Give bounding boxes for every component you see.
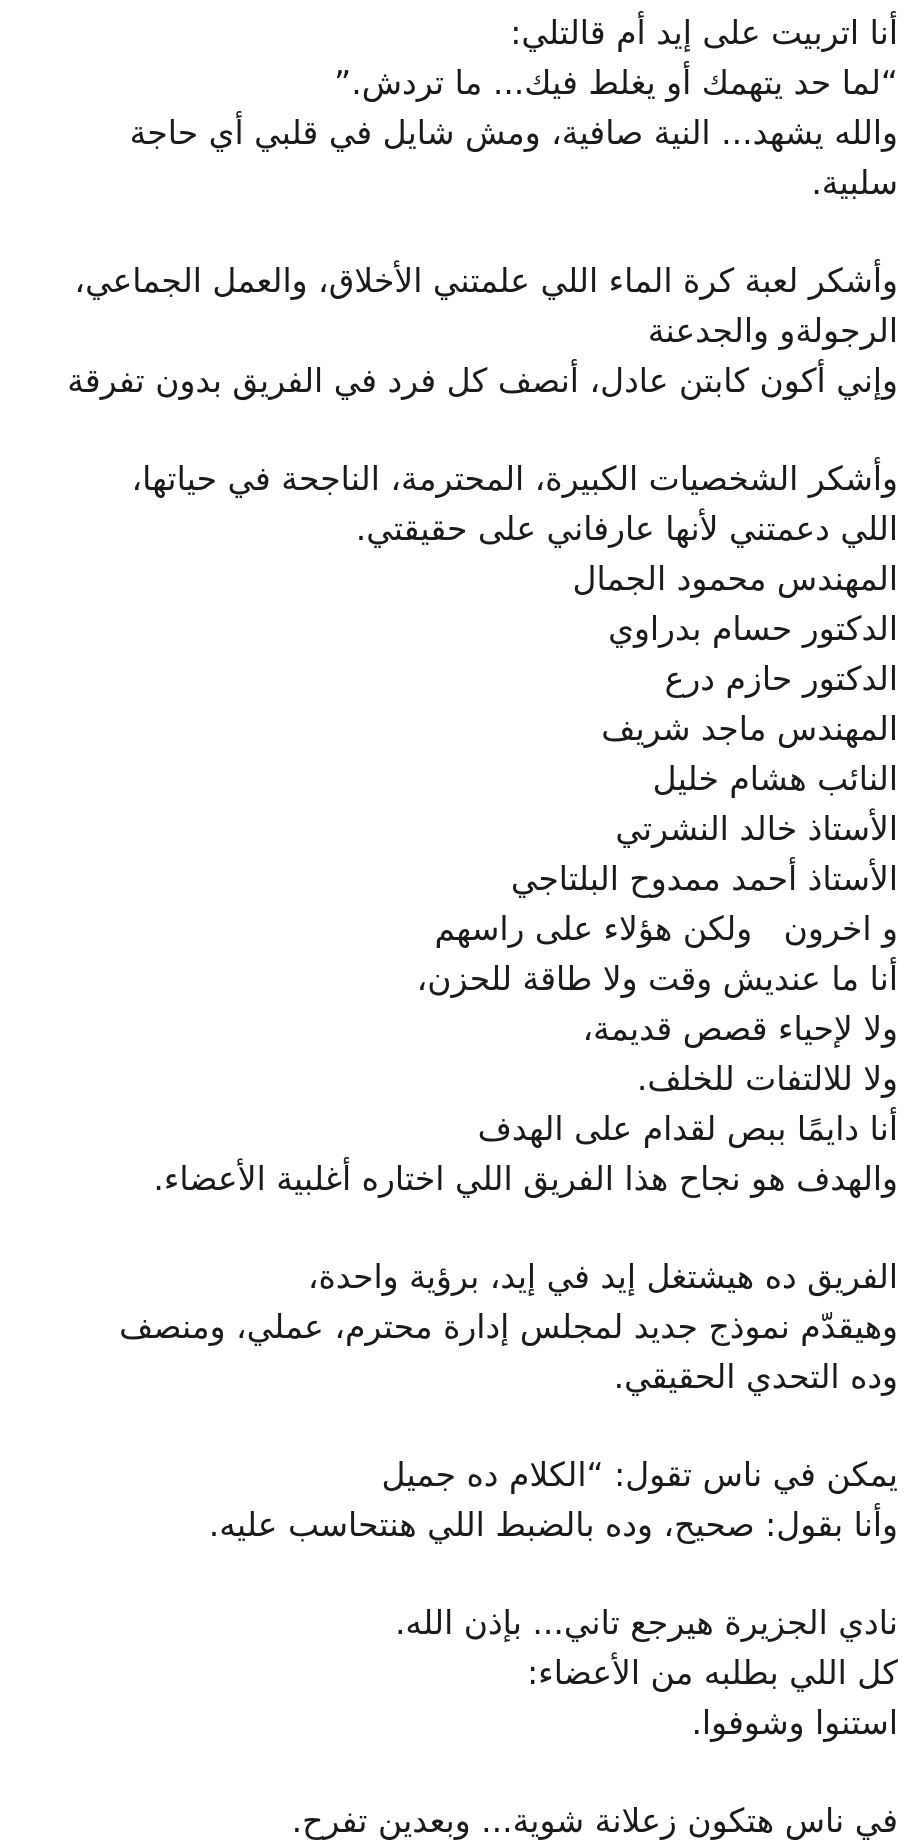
text-line: والهدف هو نجاح هذا الفريق اللي اختاره أغلبية الأعضاء. — [153, 1159, 898, 1198]
paragraph — [40, 1450, 898, 1550]
text-line: وأشكر لعبة كرة الماء اللي علمتني الأخلاق، والعمل الجماعي، — [74, 261, 898, 300]
text-line: ولا للالتفات للخلف. — [636, 1059, 898, 1098]
text-line: الفريق ده هيشتغل إيد في إيد، برؤية واحدة، — [307, 1257, 898, 1296]
text-line: أنا ما عنديش وقت ولا طاقة للحزن، — [416, 959, 898, 998]
text-line: أنا اتربيت على إيد أم قالتلي: — [510, 13, 898, 52]
text-line: الأستاذ أحمد ممدوح البلتاجي — [510, 859, 898, 898]
paragraph — [40, 1796, 898, 1846]
text-line: أنا دايمًا ببص لقدام على الهدف — [477, 1109, 898, 1148]
text-line: الدكتور حازم درع — [664, 659, 898, 698]
text-line: “لما حد يتهمك أو يغلط فيك... ما تردش.” — [334, 63, 898, 102]
text-line: وأشكر الشخصيات الكبيرة، المحترمة، الناجحة في حياتها، — [131, 459, 898, 498]
text-line: الدكتور حسام بدراوي — [608, 609, 898, 648]
text-line: النائب هشام خليل — [652, 759, 898, 798]
text-line: الرجولةو والجدعنة — [647, 311, 898, 350]
text-line: في ناس هتكون زعلانة شوية... وبعدين تفرح. — [291, 1801, 898, 1840]
text-line: وهيقدّم نموذج جديد لمجلس إدارة محترم، عملي، ومنصف — [119, 1307, 898, 1346]
paragraph — [40, 256, 898, 406]
text-line: يمكن في ناس تقول: “الكلام ده جميل — [381, 1455, 898, 1494]
text-line: وده التحدي الحقيقي. — [613, 1357, 898, 1396]
text-line: ولا لإحياء قصص قديمة، — [582, 1009, 898, 1048]
text-line: والله يشهد... النية صافية، ومش شايل في قلبي أي حاجة سلبية. — [119, 113, 898, 202]
paragraph — [40, 1598, 898, 1748]
text-line: كل اللي بطلبه من الأعضاء: — [527, 1653, 898, 1692]
text-line: اللي دعمتني لأنها عارفاني على حقيقتي. — [355, 509, 898, 548]
text-line: المهندس محمود الجمال — [572, 559, 898, 598]
text-line: الأستاذ خالد النشرتي — [615, 809, 898, 848]
text-line: المهندس ماجد شريف — [601, 709, 898, 748]
paragraph — [40, 454, 898, 1204]
text-line: وإني أكون كابتن عادل، أنصف كل فرد في الفريق بدون تفرقة — [67, 361, 898, 400]
text-line: استنوا وشوفوا. — [691, 1703, 898, 1742]
text-line: وأنا بقول: صحيح، وده بالضبط اللي هنتحاسب عليه. — [208, 1505, 898, 1544]
text-line: و اخرون ولكن هؤلاء على راسهم — [434, 909, 898, 948]
paragraph — [40, 1252, 898, 1402]
text-line: نادي الجزيرة هيرجع تاني... بإذن الله. — [394, 1603, 898, 1642]
paragraph — [40, 8, 898, 208]
